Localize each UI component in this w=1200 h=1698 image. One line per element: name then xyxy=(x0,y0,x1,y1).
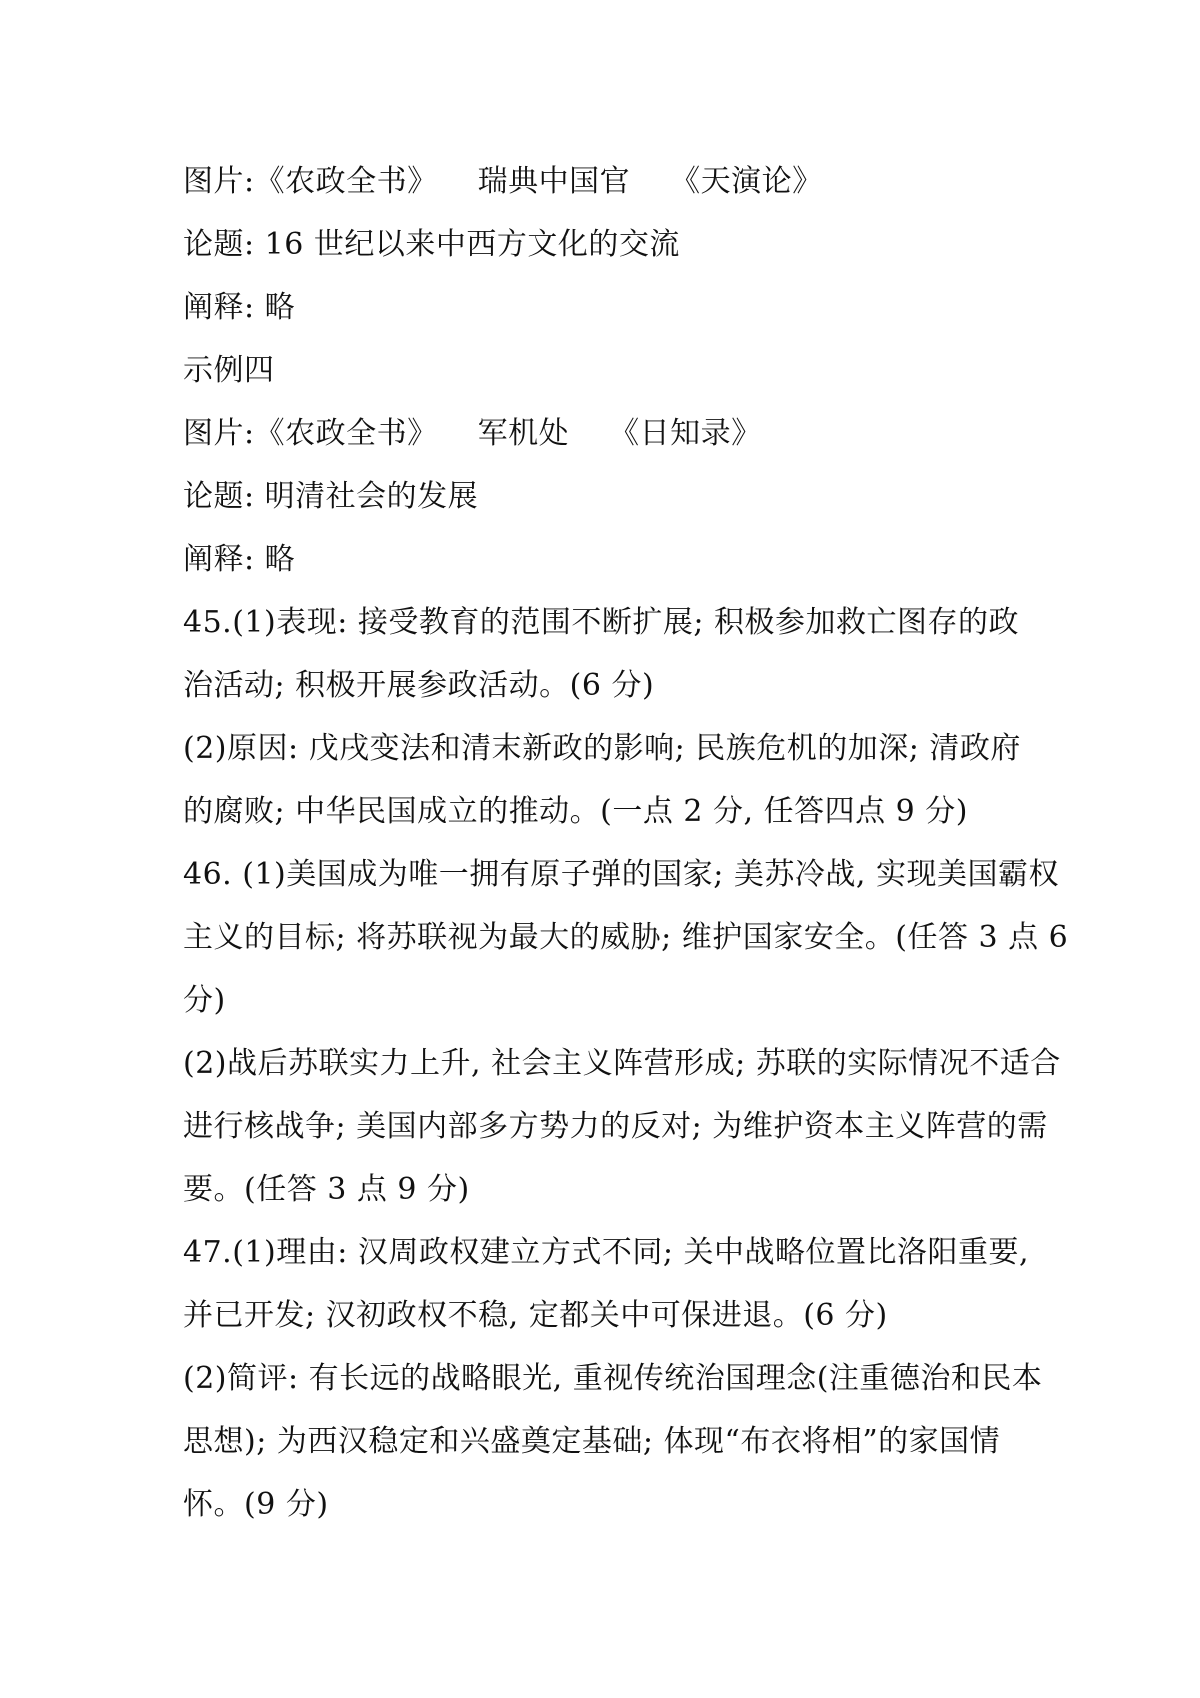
example-four-topic: 论题: 明清社会的发展 xyxy=(183,479,479,514)
second-image-caption: 军机处 xyxy=(477,416,570,451)
second-image-caption: 瑞典中国官 xyxy=(477,164,631,199)
answer-47-part2-line3: 怀。(9 分) xyxy=(183,1487,329,1522)
answer-45-part2-line1: (2)原因: 戊戌变法和清末新政的影响; 民族危机的加深; 清政府 xyxy=(183,731,1021,766)
example-four-images-line xyxy=(183,402,1043,465)
answer-47-part2-line2: 思想); 为西汉稳定和兴盛奠定基础; 体现“布衣将相”的家国情 xyxy=(183,1424,1001,1459)
images-label-and-first-image: 图片:《农政全书》 xyxy=(183,416,438,451)
example-three-topic: 论题: 16 世纪以来中西方文化的交流 xyxy=(183,227,680,262)
answer-46-part1-line2: 主义的目标; 将苏联视为最大的威胁; 维护国家安全。(任答 3 点 6 xyxy=(183,920,1069,955)
answer-46-part1-line1: 46. (1)美国成为唯一拥有原子弹的国家; 美苏冷战, 实现美国霸权 xyxy=(183,857,1059,892)
answer-45-part2-line2: 的腐败; 中华民国成立的推动。(一点 2 分, 任答四点 9 分) xyxy=(183,794,968,829)
answer-46-part1-line3: 分) xyxy=(183,983,226,1018)
third-image-caption: 《天演论》 xyxy=(670,164,823,199)
answer-47-part1-line2: 并已开发; 汉初政权不稳, 定都关中可保进退。(6 分) xyxy=(183,1298,888,1333)
example-three-explanation: 阐释: 略 xyxy=(183,290,296,325)
example-four-heading: 示例四 xyxy=(183,353,275,388)
answer-46-part2-line2: 进行核战争; 美国内部多方势力的反对; 为维护资本主义阵营的需 xyxy=(183,1109,1048,1144)
answer-45-part1-line2: 治活动; 积极开展参政活动。(6 分) xyxy=(183,668,655,703)
answer-46-part2-line3: 要。(任答 3 点 9 分) xyxy=(183,1172,470,1207)
third-image-caption: 《日知录》 xyxy=(609,416,762,451)
answer-text-body xyxy=(183,150,1069,1536)
answer-46-part2-line1: (2)战后苏联实力上升, 社会主义阵营形成; 苏联的实际情况不适合 xyxy=(183,1046,1061,1081)
example-three-images-line xyxy=(183,150,1043,213)
example-four-explanation: 阐释: 略 xyxy=(183,542,296,577)
answer-47-part2-line1: (2)简评: 有长远的战略眼光, 重视传统治国理念(注重德治和民本 xyxy=(183,1361,1043,1396)
answer-47-part1-line1: 47.(1)理由: 汉周政权建立方式不同; 关中战略位置比洛阳重要, xyxy=(183,1235,1030,1270)
answer-45-part1-line1: 45.(1)表现: 接受教育的范围不断扩展; 积极参加救亡图存的政 xyxy=(183,605,1019,640)
images-label-and-first-image: 图片:《农政全书》 xyxy=(183,164,438,199)
